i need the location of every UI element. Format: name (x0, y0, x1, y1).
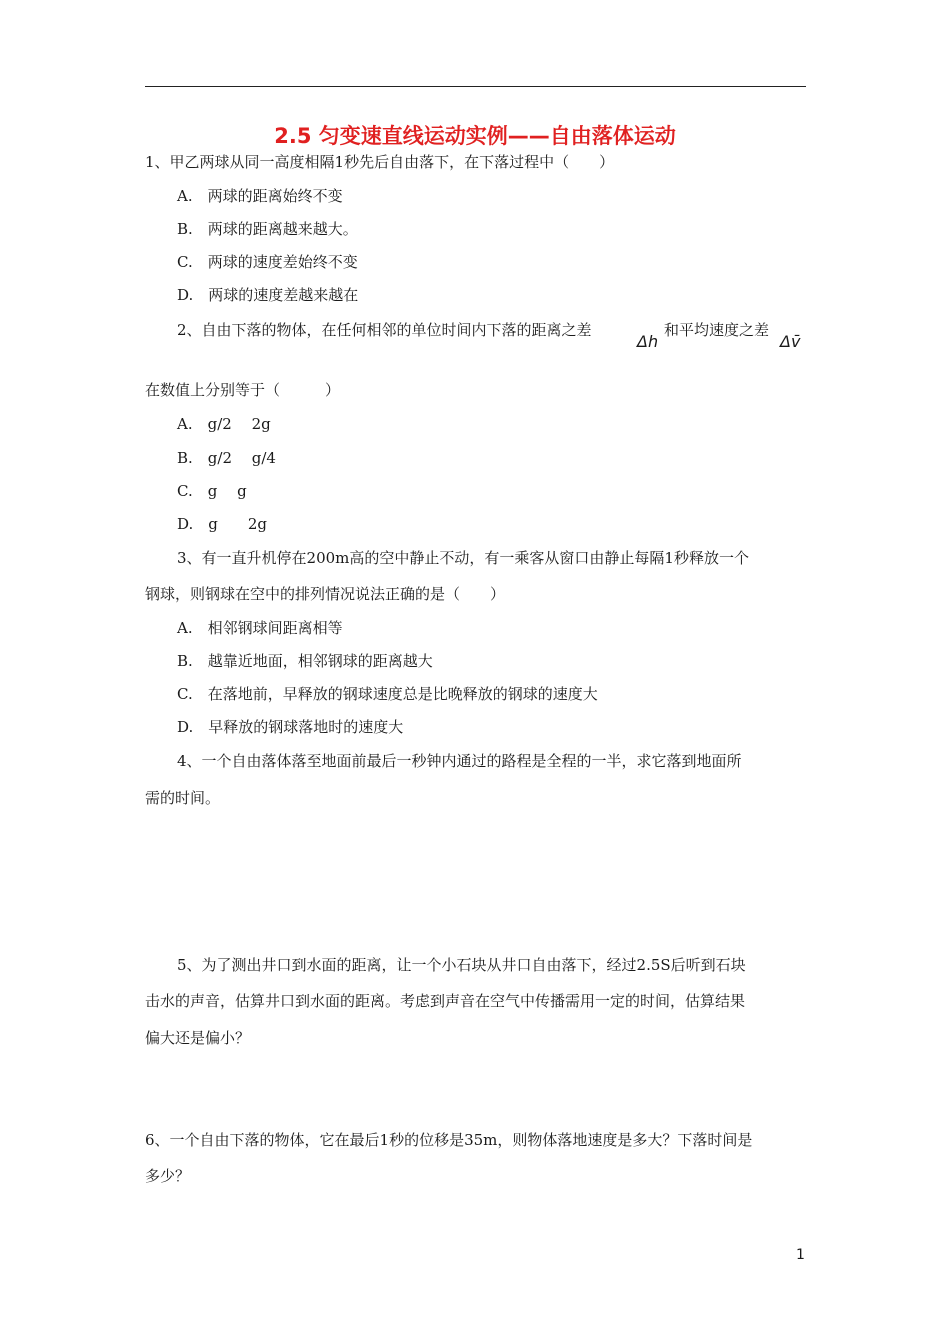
q5-line1: 5、为了测出井口到水面的距离，让一个小石块从井口自由落下，经过2.5S后听到石块 (177, 956, 746, 974)
q2-stem-c: 在数值上分别等于（ ） (145, 381, 341, 399)
q2-option-d: D. g 2g (177, 515, 268, 533)
q4-line2: 需的时间。 (145, 789, 221, 807)
q2-stem-a: 2、自由下落的物体，在任何相邻的单位时间内下落的距离之差 (177, 321, 592, 339)
q2-delta-v-bar: Δv̄ (780, 332, 801, 351)
page-title: 2.5 匀变速直线运动实例——自由落体运动 (274, 124, 676, 148)
q3-option-a: A. 相邻钢球间距离相等 (177, 619, 343, 637)
q5-line3: 偏大还是偏小？ (145, 1029, 251, 1047)
q1-option-b: B. 两球的距离越来越大。 (177, 220, 358, 238)
q2-stem-b: 和平均速度之差 (664, 321, 770, 339)
q2-delta-h: Δh (637, 332, 659, 351)
q3-option-c: C. 在落地前，早释放的钢球速度总是比晚释放的钢球的速度大 (177, 685, 598, 703)
q3-option-d: D. 早释放的钢球落地时的速度大 (177, 718, 404, 736)
q1-option-c: C. 两球的速度差始终不变 (177, 253, 358, 271)
q3-option-b: B. 越靠近地面，相邻钢球的距离越大 (177, 652, 433, 670)
q4-line1: 4、一个自由落体落至地面前最后一秒钟内通过的路程是全程的一半，求它落到地面所 (177, 752, 742, 770)
q2-option-c: C. g g (177, 482, 247, 500)
header-rule (145, 86, 806, 87)
q2-option-b: B. g/2 g/4 (177, 449, 276, 467)
q1-option-d: D. 两球的速度差越来越在 (177, 286, 359, 304)
q3-line2: 钢球，则钢球在空中的排列情况说法正确的是（ ） (145, 585, 506, 603)
q5-line2: 击水的声音，估算井口到水面的距离。考虑到声音在空气中传播需用一定的时间，估算结果 (145, 992, 746, 1010)
q1-stem: 1、甲乙两球从同一高度相隔1秒先后自由落下，在下落过程中（ ） (145, 153, 615, 171)
q6-line2: 多少？ (145, 1167, 191, 1185)
q3-line1: 3、有一直升机停在200m高的空中静止不动，有一乘客从窗口由静止每隔1秒释放一个 (177, 549, 749, 567)
q6-line1: 6、一个自由下落的物体，它在最后1秒的位移是35m，则物体落地速度是多大？下落时间是 (145, 1131, 753, 1149)
page-number: 1 (796, 1247, 805, 1263)
q2-option-a: A. g/2 2g (177, 415, 271, 433)
q1-option-a: A. 两球的距离始终不变 (177, 187, 343, 205)
